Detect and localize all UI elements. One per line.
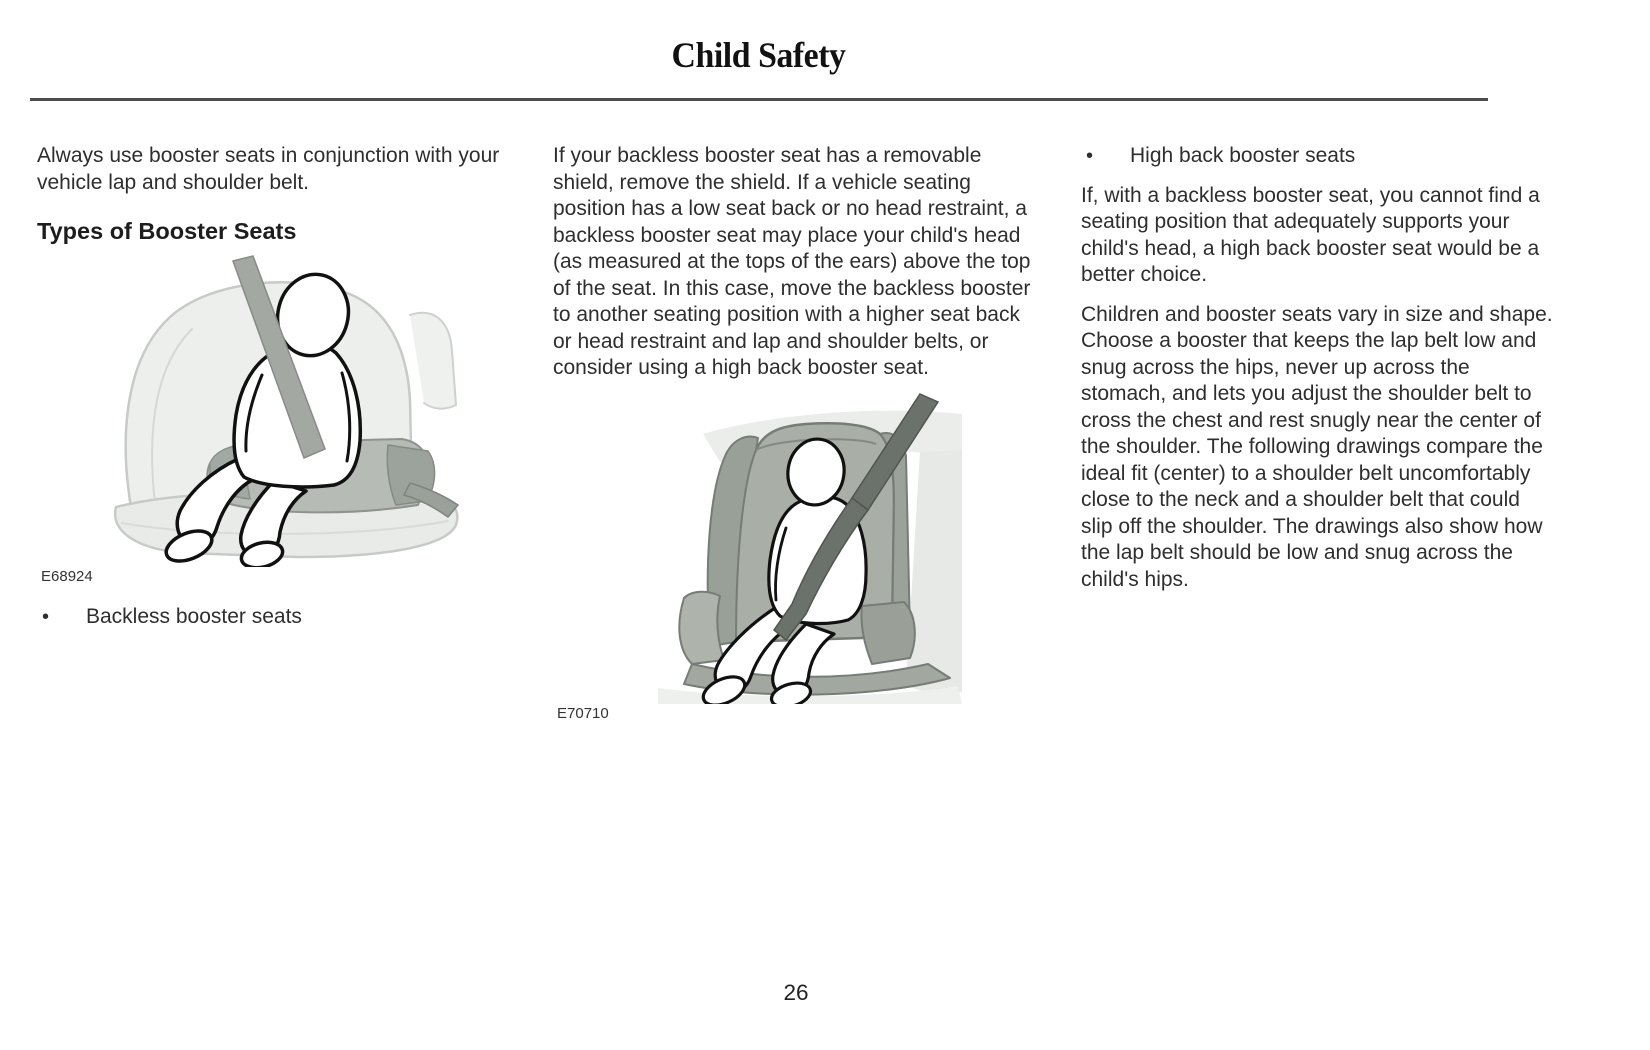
high-back-booster-seat-with-child-illustration-icon xyxy=(628,392,963,704)
intro-paragraph: Always use booster seats in conjunction with your vehicle lap and shoulder belt. xyxy=(37,144,500,194)
page-number: 26 xyxy=(783,980,809,1005)
column-3 xyxy=(1081,143,1557,593)
bullet-item-high-back xyxy=(1081,143,1557,170)
figure-high-back-booster xyxy=(553,392,1031,722)
body-paragraph: If, with a backless booster seat, you cannot find a seating position that adequately supports your child's head, a high back booster seat would be a better choice. xyxy=(1081,183,1540,286)
column-1 xyxy=(37,143,520,631)
page-title: Child Safety xyxy=(672,35,846,75)
page-footer xyxy=(0,980,1592,1006)
bullet-label: Backless booster seats xyxy=(86,605,302,628)
figure-code: E70710 xyxy=(557,704,609,722)
body-paragraph: If your backless booster seat has a removable shield, remove the shield. If a vehicle seating position has a low seat back or no head restraint, a backless booster seat may place your child's head (as measured at the tops of the ears) above the top of the seat. In this case, move the backless booster to another seating position with a higher seat back or head restraint and lap and shoulder belts, or consider using a high back booster seat. xyxy=(553,144,1031,379)
figure-backless-booster xyxy=(37,255,520,585)
bullet-marker: • xyxy=(1086,145,1094,167)
title-divider xyxy=(30,98,1488,101)
backless-booster-seat-with-child-illustration-icon xyxy=(92,255,467,567)
body-paragraph: Children and booster seats vary in size and shape. Choose a booster that keeps the lap belt low and snug across the hips, never up across the stomach, and lets you adjust the shoulder belt to cross the chest and rest snugly near the center of the shoulder. The following drawings compare the ideal fit (center) to a shoulder belt uncomfortably close to the neck and a shoulder belt that could slip off the shoulder. The drawings also show how the lap belt should be low and snug across the child's hips. xyxy=(1081,302,1553,591)
bullet-marker: • xyxy=(42,606,50,628)
figure-code: E68924 xyxy=(41,568,93,585)
bullet-item-backless xyxy=(37,604,520,631)
section-heading: Types of Booster Seats xyxy=(37,218,297,244)
column-2 xyxy=(553,143,1031,722)
page-header xyxy=(30,34,1488,76)
bullet-label: High back booster seats xyxy=(1130,144,1356,167)
